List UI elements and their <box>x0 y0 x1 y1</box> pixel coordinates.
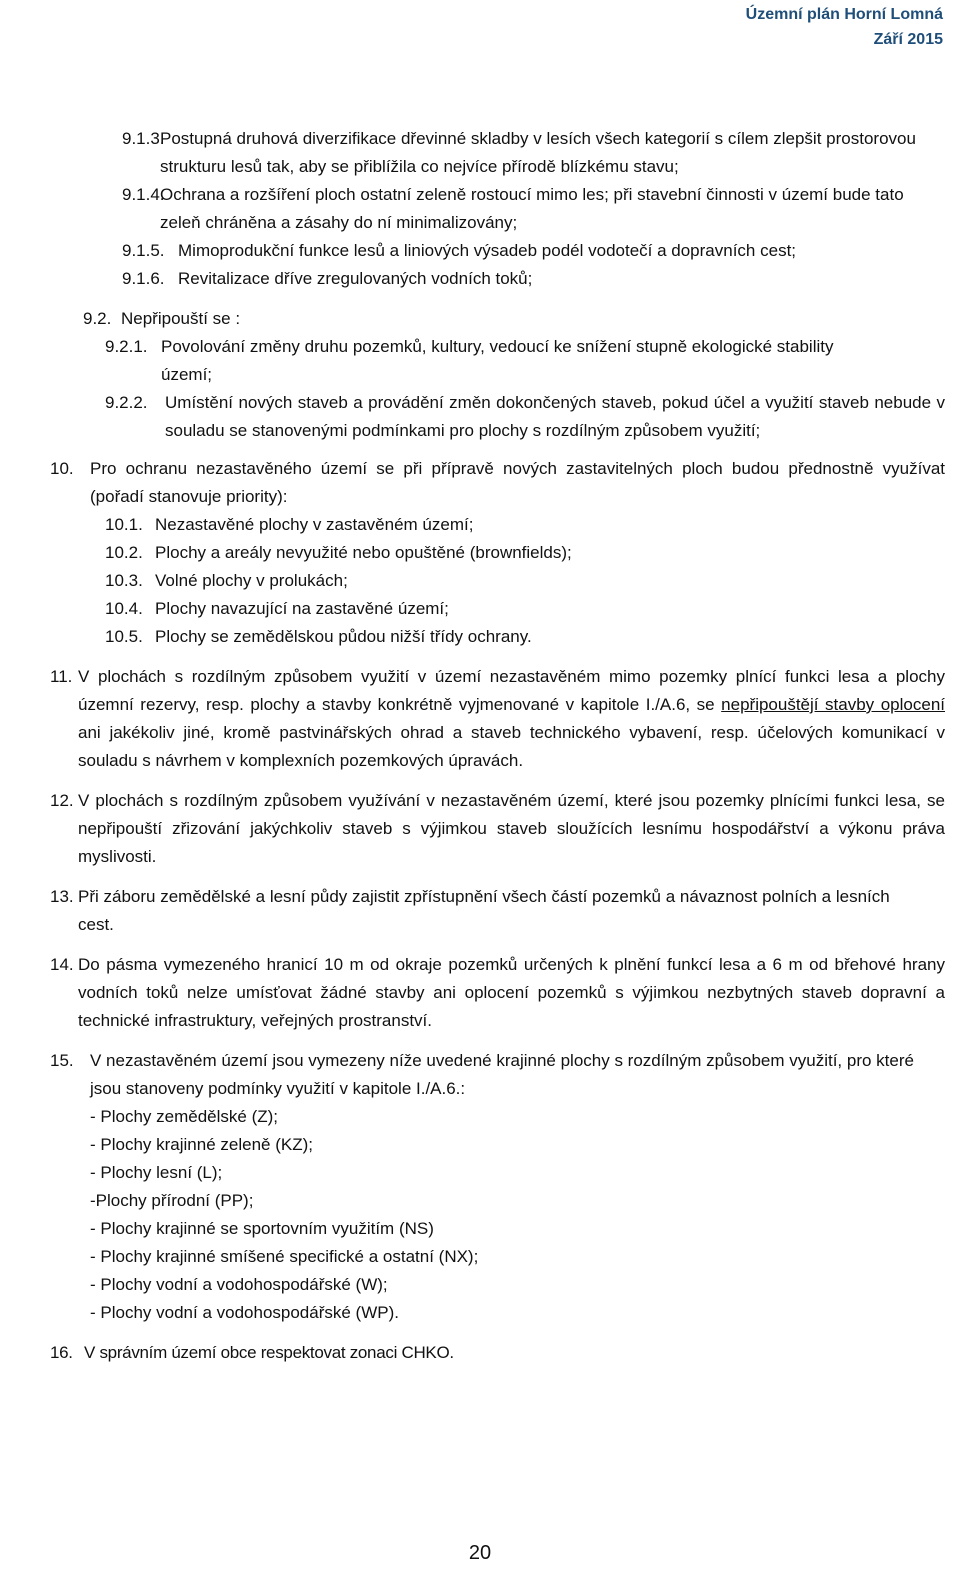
section-10 <box>0 455 960 511</box>
list-item: -Plochy přírodní (PP); <box>90 1191 254 1210</box>
list-item <box>0 237 960 265</box>
section-heading-9-2 <box>0 305 960 333</box>
item-number: 9.2.1. <box>105 337 148 356</box>
list-item: - Plochy krajinné se sportovním využitím (NS) <box>90 1219 434 1238</box>
item-text: V plochách s rozdílným způsobem využívání v nezastavěném území, které jsou pozemky plnícími funkci lesa, se nepřipouští zřizování jakýchkoliv staveb s výjimkou staveb sloužících lesnímu hospodářství a výkonu práva myslivosti. <box>78 791 945 866</box>
item-text: Při záboru zemědělské a lesní půdy zajistit zpřístupnění všech částí pozemků a návaznost polních a lesních cest. <box>78 887 890 934</box>
item-number: 16. <box>50 1343 73 1362</box>
list-item: - Plochy krajinné smíšené specifické a ostatní (NX); <box>90 1247 479 1266</box>
page-number: 20 <box>468 1542 492 1564</box>
item-text: Postupná druhová diverzifikace dřevinné skladby v lesích všech kategorií s cílem zlepšit prostorovou strukturu lesů tak, aby se přiblížila co nejvíce přírodě blízkému stavu; <box>160 129 916 176</box>
list-item <box>0 539 960 567</box>
item-text <box>78 663 945 775</box>
section-15 <box>0 1047 960 1103</box>
item-text: Do pásma vymezeného hranicí 10 m od okraje pozemků určených k plnění funkcí lesa a 6 m od břehové hrany vodních toků nelze umísťovat žádné stavby ani oplocení pozemků s výjimkou nezbytných staveb dopravní a technické infrastruktury, veřejných prostranství. <box>78 955 945 1030</box>
item-number: 14. <box>50 955 74 974</box>
item-text: Nezastavěné plochy v zastavěném území; <box>155 515 474 534</box>
item-number: 9.1.5. <box>122 241 165 260</box>
list-item: - Plochy vodní a vodohospodářské (WP). <box>90 1303 399 1322</box>
section-14 <box>0 951 960 1035</box>
list-item <box>0 181 960 237</box>
item-text: V správním území obce respektovat zonaci CHKO. <box>84 1343 454 1362</box>
list-item <box>0 125 960 181</box>
item-text: Volné plochy v prolukách; <box>155 571 348 590</box>
item-text-part: ani jakékoliv jiné, kromě pastvinářských ohrad a staveb technického vybavení, resp. účelových komunikací v souladu s návrhem v komplexních pozemkových úpravách. <box>78 723 945 770</box>
item-text: Povolování změny druhu pozemků, kultury, vedoucí ke snížení stupně ekologické stability území; <box>161 337 834 384</box>
list-item: - Plochy lesní (L); <box>90 1163 223 1182</box>
item-number: 10.2. <box>105 543 143 562</box>
item-text: Mimoprodukční funkce lesů a liniových výsadeb podél vodotečí a dopravních cest; <box>178 241 797 260</box>
section-13 <box>0 883 960 939</box>
item-number: 9.2.2. <box>105 393 148 412</box>
item-text: Revitalizace dříve zregulovaných vodních toků; <box>178 269 533 288</box>
item-number: 9.2. <box>83 309 112 328</box>
item-text: Plochy navazující na zastavěné území; <box>155 599 449 618</box>
section-11 <box>0 663 960 775</box>
item-text: Nepřipouští se : <box>121 309 241 328</box>
item-number: 10.1. <box>105 515 143 534</box>
list-item <box>0 623 960 651</box>
item-text: Pro ochranu nezastavěného území se při přípravě nových zastavitelných ploch budou přednostně využívat (pořadí stanovuje priority): <box>90 459 945 506</box>
item-number: 15. <box>50 1051 74 1070</box>
item-number: 10.5. <box>105 627 143 646</box>
list-item <box>0 567 960 595</box>
list-item <box>0 511 960 539</box>
page-header <box>746 2 943 52</box>
item-number: 10.3. <box>105 571 143 590</box>
item-number: 10.4. <box>105 599 143 618</box>
underlined-phrase: nepřipouštějí stavby oplocení <box>721 695 945 714</box>
item-number: 9.1.6. <box>122 269 165 288</box>
item-number: 12. <box>50 791 74 810</box>
list-item: - Plochy krajinné zeleně (KZ); <box>90 1135 313 1154</box>
item-text: Ochrana a rozšíření ploch ostatní zeleně rostoucí mimo les; při stavební činnosti v území bude tato zeleň chráněna a zásahy do ní minimalizovány; <box>160 185 904 232</box>
list-item <box>0 265 960 293</box>
item-text: Plochy se zemědělskou půdou nižší třídy ochrany. <box>155 627 532 646</box>
item-text-part: V plochách s rozdílným způsobem využití v území nezastavěném mimo pozemky plnící funkci lesa a plochy územní rezervy, resp. plochy a stavby konkrétně vyjmenované v kapitole I./A.6, se <box>78 667 945 714</box>
item-text: Umístění nových staveb a provádění změn dokončených staveb, pokud účel a využití staveb nebude v souladu se stanovenými podmínkami pro plochy s rozdílným způsobem využití; <box>165 393 945 440</box>
list-item: - Plochy zemědělské (Z); <box>90 1107 278 1126</box>
document-body <box>0 125 960 1367</box>
item-text: Plochy a areály nevyužité nebo opuštěné (brownfields); <box>155 543 572 562</box>
section-12 <box>0 787 960 871</box>
item-number: 13. <box>50 887 74 906</box>
section-16 <box>0 1339 960 1367</box>
list-item <box>0 595 960 623</box>
item-number: 10. <box>50 459 74 478</box>
document-title: Územní plán Horní Lomná <box>745 6 943 23</box>
item-number: 9.1.4. <box>122 185 165 204</box>
list-item <box>0 333 960 389</box>
list-item: - Plochy vodní a vodohospodářské (W); <box>90 1275 388 1294</box>
document-date: Září 2015 <box>873 31 943 48</box>
item-number: 11. <box>50 667 73 686</box>
list-item <box>0 389 960 445</box>
item-number: 9.1.3. <box>122 129 165 148</box>
item-text: V nezastavěném území jsou vymezeny níže uvedené krajinné plochy s rozdílným způsobem využití, pro které jsou stanoveny podmínky využití v kapitole I./A.6.: <box>90 1051 914 1098</box>
